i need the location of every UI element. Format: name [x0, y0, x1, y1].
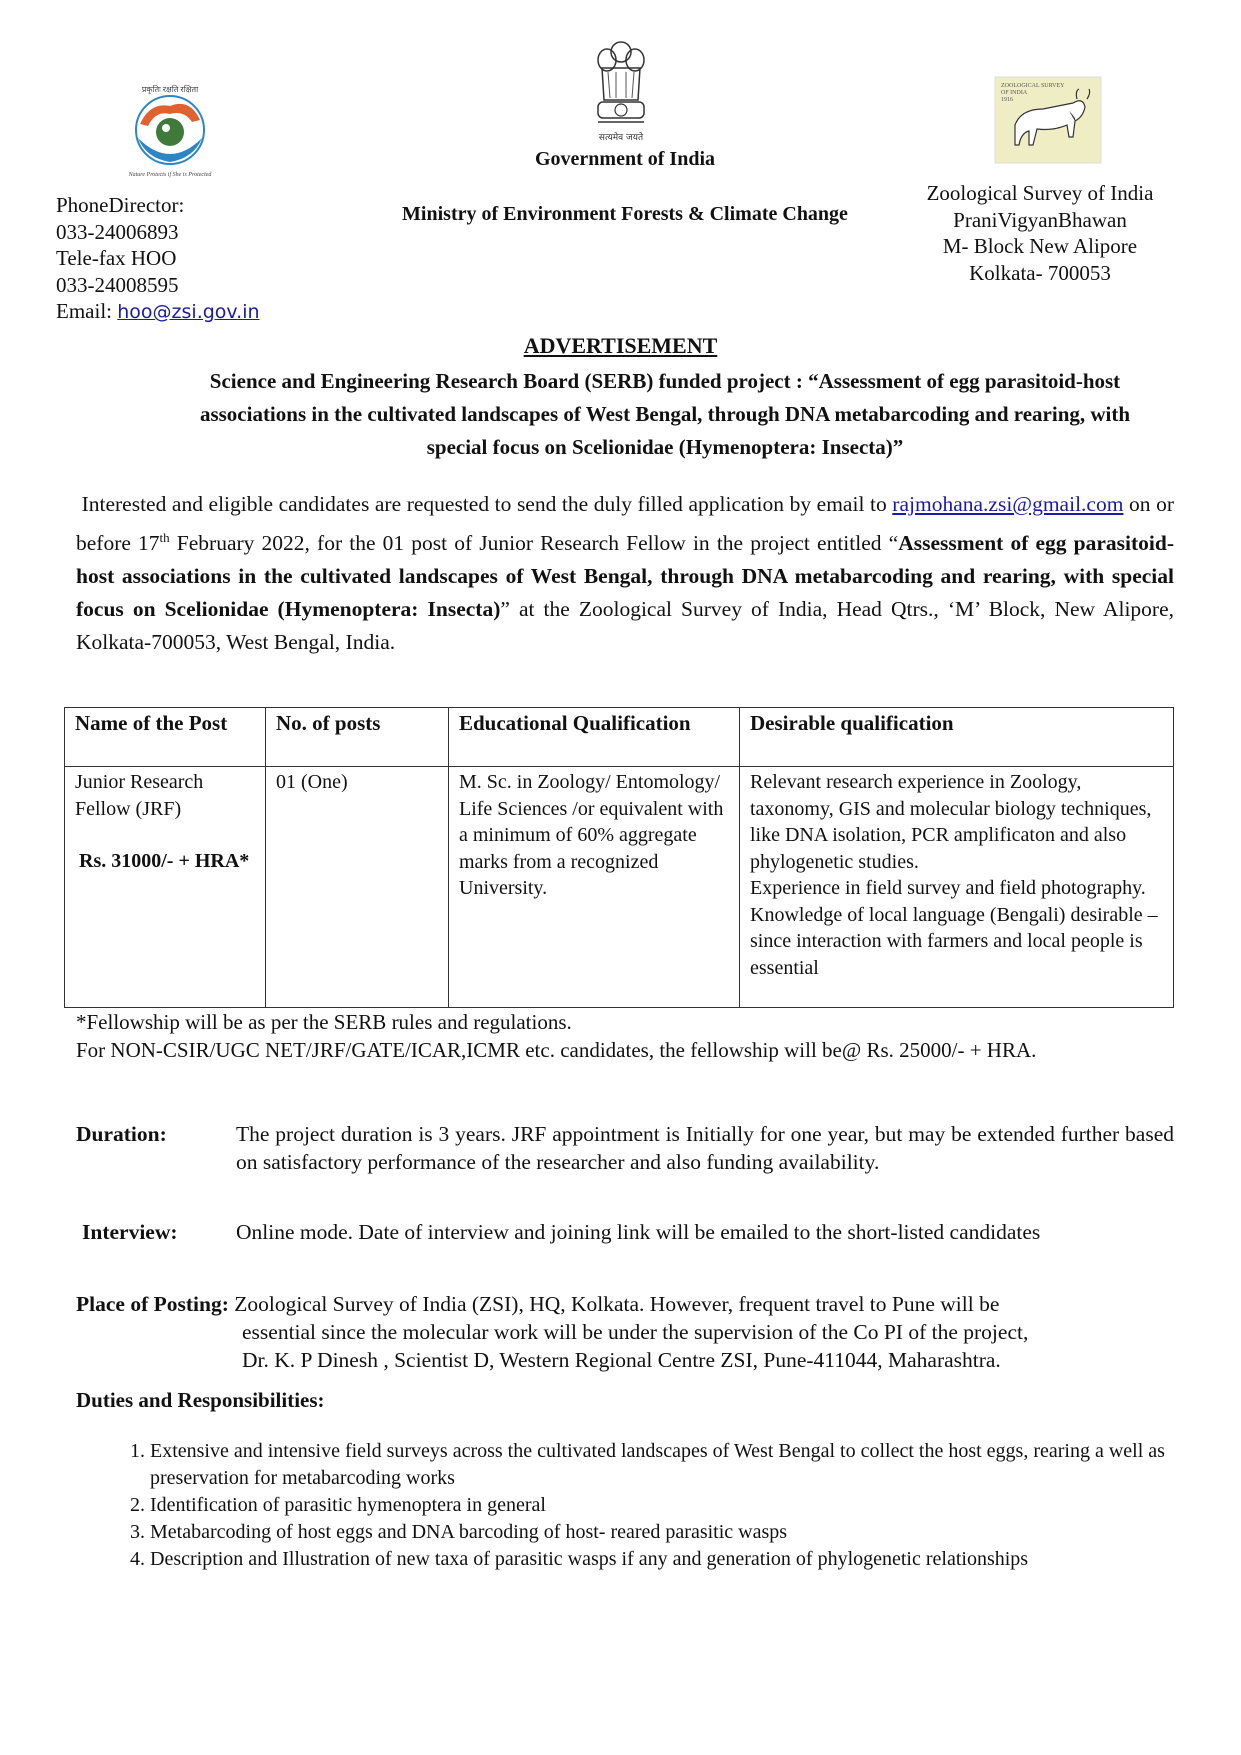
cell-education: M. Sc. in Zoology/ Entomology/ Life Sciences /or equivalent with a minimum of 60% aggregate marks from a recognized University. — [449, 767, 740, 1008]
list-item: 3. Metabarcoding of host eggs and DNA barcoding of host- reared parasitic wasps — [150, 1519, 1200, 1546]
zsi-logo — [993, 75, 1103, 165]
duration-section — [76, 1120, 1174, 1176]
svg-text:Nature Protects if She is Prot: Nature Protects if She is Protected — [128, 172, 212, 178]
telefax-number: 033-24008595 — [56, 272, 179, 297]
intro-text-1: Interested and eligible candidates are requested to send the duly filled application by email to — [81, 492, 893, 516]
email-line — [56, 298, 260, 326]
telefax-label: Tele-fax HOO — [56, 246, 177, 270]
header-desirable: Desirable qualification — [740, 708, 1174, 767]
interview-label: Interview: — [82, 1220, 178, 1244]
list-item: 2. Identification of parasitic hymenoptera in general — [150, 1492, 1200, 1519]
post-name: Junior Research Fellow (JRF) — [75, 771, 204, 820]
ministry-title: Ministry of Environment Forests & Climate Change — [402, 203, 848, 225]
intro-project-title: Assessment of egg parasitoid-host associations in the cultivated landscapes of West Bengal, through DNA metabarcoding and rearing, with special focus on Scelionidae (Hymenoptera: Insecta) — [76, 531, 1174, 622]
duties-list — [110, 1438, 1200, 1573]
phone-director-label: PhoneDirector: — [56, 193, 185, 217]
fellowship-footnote — [76, 1008, 1176, 1064]
contact-block — [56, 192, 260, 326]
date-suffix: th — [159, 530, 170, 545]
zsi-address — [895, 180, 1185, 286]
duration-label: Duration: — [76, 1122, 167, 1146]
hoo-email-link[interactable]: hoo@zsi.gov.in — [117, 301, 260, 323]
list-item: 1. Extensive and intensive field surveys across the cultivated landscapes of West Bengal to collect the host eggs, rearing a well as preservation for metabarcoding works — [150, 1438, 1200, 1492]
svg-text:1916: 1916 — [1001, 97, 1013, 103]
header-education: Educational Qualification — [449, 708, 740, 767]
desirable-item-1: Relevant research experience in Zoology, taxonomy, GIS and molecular biology techniques, like DNA isolation, PCR amplificaton and also phylogenetic studies. — [750, 771, 1152, 873]
duties-title: Duties and Responsibilities: — [76, 1388, 325, 1412]
header-no-of-posts: No. of posts — [266, 708, 449, 767]
address-line-1: Zoological Survey of India — [926, 181, 1154, 205]
posting-line-3: Dr. K. P Dinesh , Scientist D, Western Regional Centre ZSI, Pune-411044, Maharashtra. — [242, 1348, 1001, 1372]
post-details-table — [64, 707, 1174, 1008]
svg-text:प्रकृतिः रक्षति रक्षिता: प्रकृतिः रक्षति रक्षिता — [141, 85, 199, 94]
posting-line-1 — [76, 1290, 1174, 1318]
gaur-bison-icon — [993, 75, 1103, 165]
address-line-3: M- Block New Alipore — [942, 234, 1138, 258]
posting-line-2: essential since the molecular work will be under the supervision of the Co PI of the project, — [242, 1320, 1029, 1344]
header-post-name: Name of the Post — [65, 708, 266, 767]
desirable-item-2: Experience in field survey and field photography. — [750, 877, 1146, 899]
ashoka-emblem-icon — [590, 38, 652, 126]
desirable-item-3: Knowledge of local language (Bengali) desirable – since interaction with farmers and local people is essential — [750, 903, 1158, 979]
cell-post-name — [65, 767, 266, 1008]
intro-text-3: February 2022, for the 01 post of Junior Research Fellow in the project entitled “ — [169, 531, 899, 556]
email-label: Email: — [56, 299, 118, 323]
table-row — [65, 767, 1174, 1008]
posting-label: Place of Posting: — [76, 1292, 229, 1316]
cell-posts: 01 (One) — [266, 767, 449, 1008]
emblem-motto: सत्यमेव जयते — [598, 133, 644, 143]
advertisement-title: ADVERTISEMENT — [523, 333, 718, 358]
moefcc-logo — [120, 78, 220, 178]
footnote-line-1: *Fellowship will be as per the SERB rules and regulations. — [76, 1010, 572, 1034]
address-line-2: PraniVigyanBhawan — [953, 207, 1127, 232]
interview-section — [76, 1218, 1174, 1246]
list-item: 4. Description and Illustration of new taxa of parasitic wasps if any and generation of phylogenetic relationships — [150, 1546, 1200, 1573]
svg-text:ZOOLOGICAL SURVEY: ZOOLOGICAL SURVEY — [1001, 83, 1065, 89]
salary: Rs. 31000/- + HRA* — [79, 850, 250, 872]
posting-section — [76, 1290, 1174, 1374]
posting-text-1: Zoological Survey of India (ZSI), HQ, Kolkata. However, frequent travel to Pune will be — [228, 1292, 1000, 1316]
moefcc-logo-icon — [120, 78, 220, 178]
intro-paragraph — [76, 488, 1174, 659]
cell-desirable — [740, 767, 1174, 1008]
phone-director-number: 033-24006893 — [56, 219, 179, 244]
duration-text: The project duration is 3 years. JRF appointment is Initially for one year, but may be extended further based on satisfactory performance of the researcher and also funding availability. — [236, 1122, 1174, 1174]
table-header-row — [65, 708, 1174, 767]
project-heading: Science and Engineering Research Board (SERB) funded project : “Assessment of egg parasitoid-host associations in the cultivated landscapes of West Bengal, through DNA metabarcoding and rearing, with special focus on Scelionidae (Hymenoptera: Insecta)” — [199, 369, 1131, 459]
interview-text: Online mode. Date of interview and joining link will be emailed to the short-listed candidates — [236, 1220, 1041, 1244]
address-line-4: Kolkata- 700053 — [969, 260, 1111, 285]
application-email-link[interactable]: rajmohana.zsi@gmail.com — [892, 492, 1124, 516]
footnote-line-2: For NON-CSIR/UGC NET/JRF/GATE/ICAR,ICMR etc. candidates, the fellowship will be@ Rs. 25000/- + HRA. — [76, 1038, 1037, 1062]
intro-text-2: on or before 17 — [76, 492, 1175, 556]
national-emblem — [590, 38, 652, 126]
svg-text:OF INDIA: OF INDIA — [1001, 90, 1028, 96]
intro-text-4: ” at the Zoological Survey of India, Head Qtrs., ‘M’ Block, New Alipore, Kolkata-700053, West Bengal, India. — [76, 597, 1175, 655]
government-title: Government of India — [535, 148, 715, 170]
